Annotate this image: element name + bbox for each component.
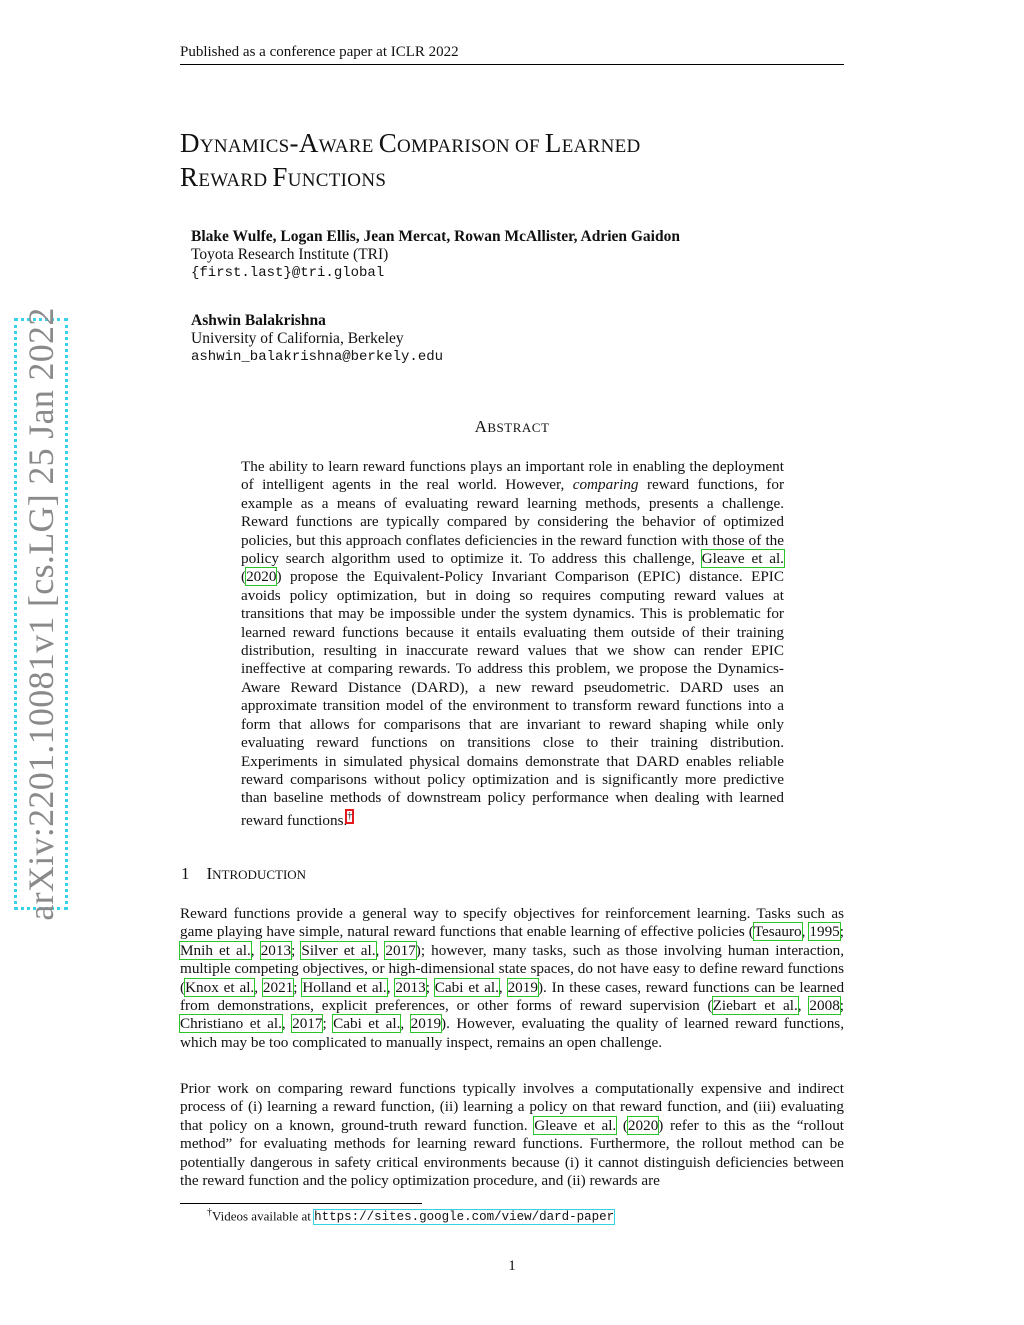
body-text-run: ) refer to this as the “rollout method” for evaluating methods for learning reward functions. Furthermore, the rollout method can be potentially dangerous in safety critical environments because (i) it cannot distinguish deficiencies between the reward function and the policy optimization procedure, and (ii) rewards are — [180, 1116, 845, 1190]
citation-link[interactable]: Holland et al. — [302, 978, 387, 996]
body-text-run: ; — [839, 997, 845, 1015]
page-number: 1 — [508, 1258, 516, 1274]
citation-link[interactable]: Knox et al. — [185, 978, 255, 996]
body-text-run: , — [254, 978, 263, 996]
citation-link[interactable]: 2020 — [246, 568, 277, 586]
citation-link[interactable]: 2013 — [395, 978, 426, 996]
paper-title: DYNAMICS-AWARE COMPARISON OF LEARNED REWARD FUNCTIONS — [180, 128, 641, 192]
body-text-run: , — [281, 1015, 293, 1033]
citation-link[interactable]: 2013 — [260, 941, 292, 959]
footnote-rule — [180, 1203, 422, 1204]
body-text-run: ); however, many tasks, such as those involving human interaction, multiple competing objectives, or high-dimensional state spaces, do not have easy to define reward functions ( — [180, 941, 845, 996]
author-affiliation: University of California, Berkeley — [191, 330, 404, 347]
intro-paragraph-1 — [180, 905, 844, 1052]
body-text-run: , — [797, 997, 810, 1015]
abstract-heading: ABSTRACT — [474, 417, 550, 436]
section-heading-introduction: 1 INTRODUCTION — [181, 864, 307, 883]
footnote-url-link[interactable]: https://sites.google.com/view/dard-paper — [314, 1210, 615, 1225]
author-affiliation: Toyota Research Institute (TRI) — [191, 246, 389, 263]
author-email: ashwin_balakrishna@berkely.edu — [191, 349, 444, 365]
author-block-1 — [191, 228, 680, 282]
body-text-run: , — [801, 923, 810, 941]
footnote-link[interactable]: † — [347, 810, 353, 822]
intro-paragraph-2 — [180, 1080, 844, 1190]
citation-link[interactable]: 2008 — [809, 997, 840, 1015]
body-text-run: , — [400, 1015, 411, 1033]
body-text-run: , — [250, 941, 261, 959]
citation-link[interactable]: Cabi et al. — [333, 1015, 401, 1033]
author-names: Blake Wulfe, Logan Ellis, Jean Mercat, Rowan McAllister, Adrien Gaidon — [191, 228, 680, 245]
citation-link[interactable]: Tesauro — [753, 923, 802, 941]
citation-link[interactable]: Gleave et al. — [701, 550, 784, 568]
body-text-run: ; — [322, 1015, 334, 1033]
body-text-run: ; — [291, 941, 302, 959]
body-text-run: ). In these cases, reward functions can be learned from demonstrations, explicit preferences, or other forms of reward supervision ( — [180, 978, 845, 1015]
citation-link[interactable]: Silver et al. — [301, 941, 376, 959]
body-text-run: ; — [425, 978, 435, 996]
running-header: Published as a conference paper at ICLR 2022 — [180, 44, 459, 60]
body-text-run: ; — [293, 978, 303, 996]
citation-link[interactable]: Cabi et al. — [434, 978, 499, 996]
citation-link[interactable]: 2017 — [385, 941, 416, 959]
body-text-run: Prior work on comparing reward functions typically involves a computationally expensive and indirect process of (i) learning a reward function, (ii) learning a policy on that reward function, and (iii) evaluating that policy on a known, ground-truth reward function. — [180, 1080, 844, 1134]
author-names: Ashwin Balakrishna — [191, 312, 326, 329]
author-email: {first.last}@tri.global — [191, 265, 385, 281]
citation-link[interactable]: 2019 — [507, 978, 538, 996]
citation-link[interactable]: 2021 — [262, 978, 294, 996]
body-text-run: ). However, evaluating the quality of learned reward functions, which may be too complicated to manually inspect, remains an open challenge. — [180, 1015, 845, 1051]
citation-link[interactable]: Gleave et al. — [534, 1116, 617, 1134]
footnote: †Videos available at https://sites.google.com/view/dard-paper — [207, 1207, 615, 1225]
body-text-run: Reward functions provide a general way to specify objectives for reinforcement learning. Tasks such as game playing have simple, natural reward functions that enable learning of effective policies ( — [180, 905, 844, 941]
body-text-run: ; — [839, 923, 844, 941]
citation-link[interactable]: 1995 — [809, 923, 840, 941]
header-rule — [180, 64, 844, 65]
citation-link[interactable]: Ziebart et al. — [712, 997, 798, 1015]
body-text-run: , — [498, 978, 508, 996]
citation-link[interactable]: 2019 — [410, 1015, 442, 1033]
citation-link[interactable]: 2020 — [627, 1116, 659, 1134]
body-text-run: ( — [616, 1116, 628, 1134]
arxiv-stamp[interactable] — [17, 307, 65, 921]
abstract-body: The ability to learn reward functions plays an important role in enabling the deployment of intelligent agents in the real world. However, comparing reward functions, for example as a means of evaluating reward learning methods, presents a challenge. Reward functions are typically compared by considering the behavior of optimized policies, but this approach conflates deficiencies in the reward function with those of the policy search algorithm used to optimize it. To address this challenge, Gleave et al. (2020) propose the Equivalent-Policy Invariant Comparison (EPIC) distance. EPIC avoids policy optimization, but in doing so requires computing reward values at transitions that may be impossible under the system dynamics. This is problematic for learned reward functions because it entails evaluating them outside of their training distribution, resulting in inaccurate reward values that we show can render EPIC ineffective at comparing rewards. To address this problem, we propose the Dynamics-Aware Reward Distance (DARD), a new reward pseudometric. DARD uses an approximate transition model of the environment to transform reward functions into a form that allows for comparisons that are invariant to reward shaping while only evaluating reward functions on transitions close to their training distribution. Experiments in simulated physical domains demonstrate that DARD enables reliable reward comparisons without policy optimization and is significantly more predictive than baseline methods of downstream policy performance when dealing with learned reward functions.† — [241, 458, 784, 829]
author-block-2 — [191, 312, 443, 366]
arxiv-stamp-text: arXiv:2201.10081v1 [cs.LG] 25 Jan 2022 — [21, 307, 61, 921]
citation-link[interactable]: Christiano et al. — [180, 1015, 282, 1033]
citation-link[interactable]: 2017 — [292, 1015, 323, 1033]
body-text-run: , — [375, 941, 386, 959]
citation-link[interactable]: Mnih et al. — [180, 941, 251, 959]
body-text-run: , — [386, 978, 396, 996]
